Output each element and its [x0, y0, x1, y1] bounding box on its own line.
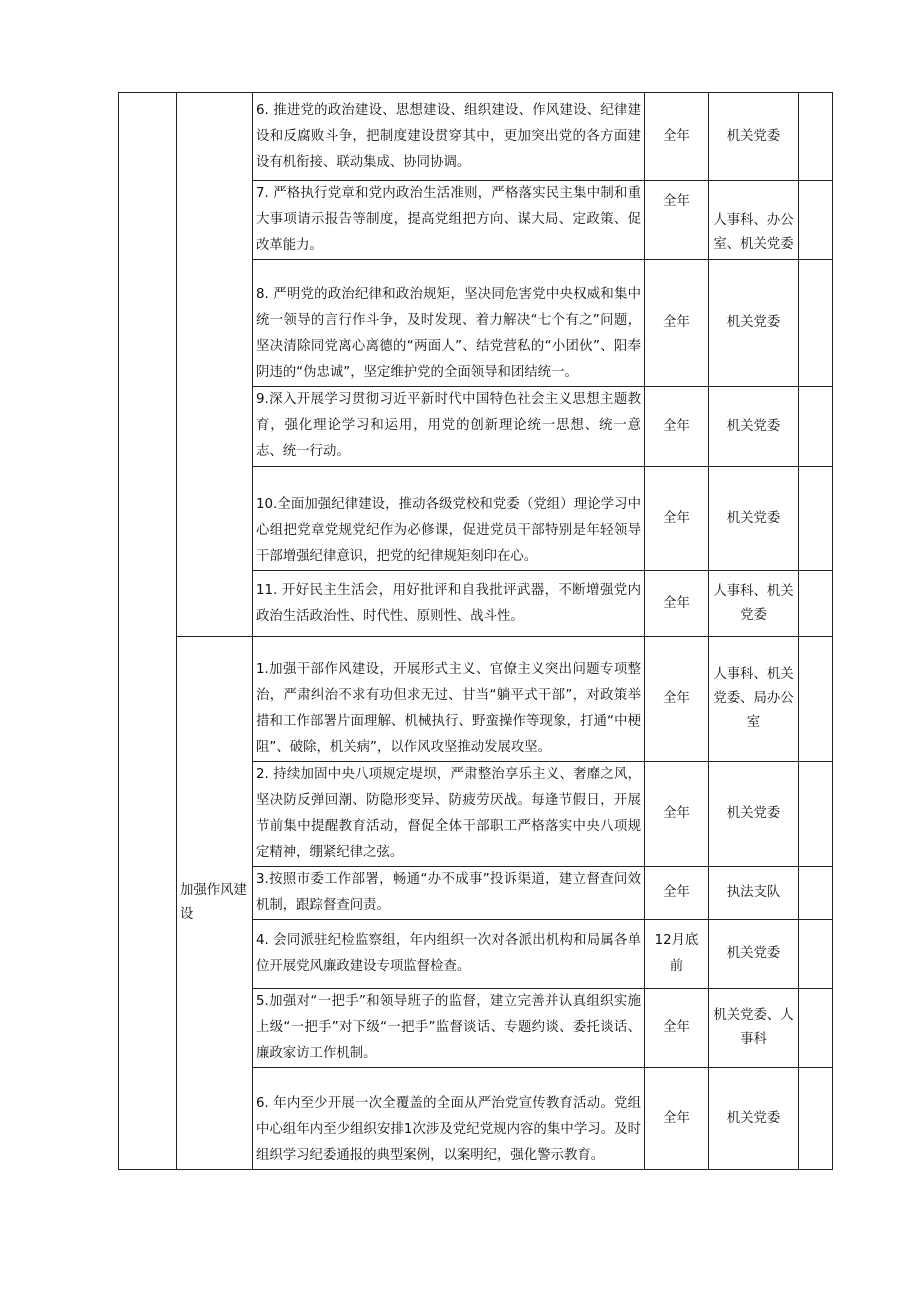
task-content: 2. 持续加固中央八项规定堤坝，严肃整治享乐主义、奢靡之风，坚决防反弹回潮、防隐形变异、防疲劳厌战。每逢节假日，开展节前集中提醒教育活动，督促全体干部职工严格落实中央八项规定精神，绷紧纪律之弦。	[253, 762, 645, 867]
task-dept: 机关党委	[709, 387, 799, 467]
task-time: 全年	[645, 93, 709, 181]
task-time: 全年	[645, 571, 709, 637]
note-cell	[799, 181, 833, 260]
task-time: 全年	[645, 387, 709, 467]
task-content: 10.全面加强纪律建设，推动各级党校和党委（党组）理论学习中心组把党章党规党纪作为必修课，促进党员干部特别是年轻领导干部增强纪律意识，把党的纪律规矩刻印在心。	[253, 467, 645, 571]
task-content: 4. 会同派驻纪检监察组，年内组织一次对各派出机构和局属各单位开展党风廉政建设专项监督检查。	[253, 920, 645, 989]
task-content: 6. 年内至少开展一次全覆盖的全面从严治党宣传教育活动。党组中心组年内至少组织安排1次涉及党纪党规内容的集中学习。及时组织学习纪委通报的典型案例，以案明纪，强化警示教育。	[253, 1068, 645, 1170]
note-cell	[799, 260, 833, 387]
task-dept: 人事科、机关党委	[709, 571, 799, 637]
task-dept: 人事科、办公室、机关党委	[709, 181, 799, 260]
task-dept: 机关党委、人事科	[709, 989, 799, 1068]
note-cell	[799, 1068, 833, 1170]
task-dept: 机关党委	[709, 762, 799, 867]
task-time: 12月底前	[645, 920, 709, 989]
task-time: 全年	[645, 637, 709, 762]
note-cell	[799, 387, 833, 467]
table-row	[119, 637, 833, 762]
task-time: 全年	[645, 1068, 709, 1170]
note-cell	[799, 637, 833, 762]
task-content: 1.加强干部作风建设，开展形式主义、官僚主义突出问题专项整治，严肃纠治不求有功但求无过、甘当“躺平式干部”，对政策举措和工作部署片面理解、机械执行、野蛮操作等现象，打通“中梗阻”、破除，机关病”，以作风攻坚推动发展攻坚。	[253, 637, 645, 762]
task-dept: 机关党委	[709, 260, 799, 387]
task-content: 9.深入开展学习贯彻习近平新时代中国特色社会主义思想主题教育，强化理论学习和运用，用党的创新理论统一思想、统一意志、统一行动。	[253, 387, 645, 467]
task-table	[118, 92, 833, 1170]
task-content: 8. 严明党的政治纪律和政治规矩，坚决同危害党中央权威和集中统一领导的言行作斗争，及时发现、着力解决“七个有之”问题，坚决清除同党离心离德的“两面人”、结党营私的“小团伙”、阳奉阴违的“伪忠诚”，坚定维护党的全面领导和团结统一。	[253, 260, 645, 387]
task-time: 全年	[645, 867, 709, 920]
note-cell	[799, 867, 833, 920]
task-time: 全年	[645, 467, 709, 571]
category-cell	[177, 93, 253, 637]
task-content: 3.按照市委工作部署，畅通“办不成事”投诉渠道，建立督查问效机制，跟踪督查问责。	[253, 867, 645, 920]
task-dept: 机关党委	[709, 1068, 799, 1170]
task-dept: 执法支队	[709, 867, 799, 920]
task-dept: 机关党委	[709, 93, 799, 181]
task-content: 6. 推进党的政治建设、思想建设、组织建设、作风建设、纪律建设和反腐败斗争，把制度建设贯穿其中，更加突出党的各方面建设有机衔接、联动集成、协同协调。	[253, 93, 645, 181]
note-cell	[799, 571, 833, 637]
task-content: 7. 严格执行党章和党内政治生活准则，严格落实民主集中制和重大事项请示报告等制度，提高党组把方向、谋大局、定政策、促改革能力。	[253, 181, 645, 260]
task-time: 全年	[645, 762, 709, 867]
note-cell	[799, 93, 833, 181]
table-row	[119, 93, 833, 181]
task-time: 全年	[645, 181, 709, 260]
task-dept: 机关党委	[709, 467, 799, 571]
task-content: 11. 开好民主生活会，用好批评和自我批评武器，不断增强党内政治生活政治性、时代性、原则性、战斗性。	[253, 571, 645, 637]
task-content: 5.加强对“一把手”和领导班子的监督，建立完善并认真组织实施上级“一把手”对下级“一把手”监督谈话、专题约谈、委托谈话、廉政家访工作机制。	[253, 989, 645, 1068]
category-cell: 加强作风建设	[177, 637, 253, 1170]
note-cell	[799, 467, 833, 571]
task-dept: 人事科、机关党委、局办公室	[709, 637, 799, 762]
note-cell	[799, 920, 833, 989]
note-cell	[799, 762, 833, 867]
blank-cell	[119, 93, 177, 1170]
note-cell	[799, 989, 833, 1068]
task-time: 全年	[645, 989, 709, 1068]
task-time: 全年	[645, 260, 709, 387]
task-dept: 机关党委	[709, 920, 799, 989]
